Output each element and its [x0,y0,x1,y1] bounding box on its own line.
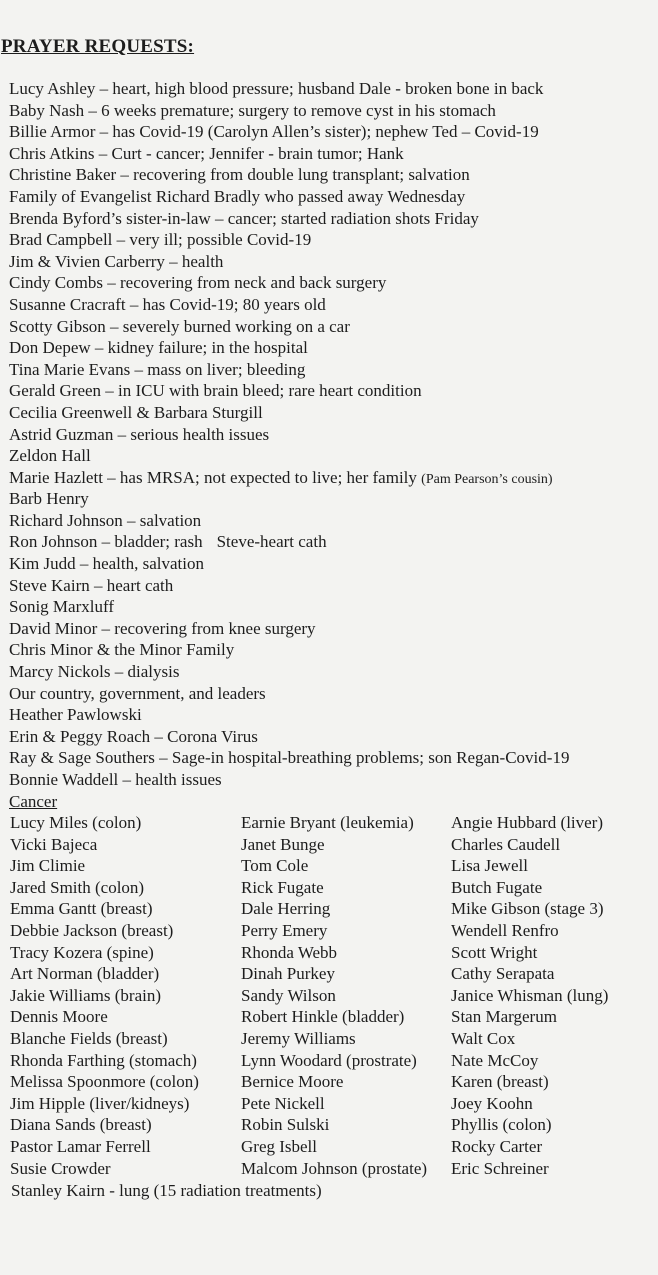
cancer-name: Rhonda Webb [241,942,338,962]
cancer-name: Dinah Purkey [241,964,335,984]
cancer-name: Diana Sands (breast) [10,1115,152,1135]
request-item [9,164,654,186]
cancer-name: Eric Schreiner [451,1158,549,1178]
cancer-name: Jim Climie [10,856,86,876]
cancer-name: Butch Fugate [451,877,543,897]
request-item [9,726,654,748]
request-item [9,661,654,683]
request-text: David Minor – recovering from knee surgery [9,618,316,638]
request-text: Brenda Byford’s sister-in-law – cancer; started radiation shots Friday [9,208,479,228]
cancer-name: Robin Sulski [241,1115,330,1135]
cancer-row [0,1093,658,1115]
request-item [9,402,654,424]
request-item [9,186,654,208]
request-item [9,294,654,316]
cancer-row [0,898,658,920]
request-text: Cecilia Greenwell & Barbara Sturgill [9,402,263,422]
request-text: Steve Kairn – heart cath [9,575,174,595]
request-text: Marie Hazlett – has MRSA; not expected to live; her family [9,467,417,487]
request-item [9,251,654,273]
request-text: Baby Nash – 6 weeks premature; surgery to remove cyst in his stomach [9,100,496,120]
cancer-name: Rocky Carter [451,1136,543,1156]
request-item [9,143,654,165]
request-text: Family of Evangelist Richard Bradly who passed away Wednesday [9,186,466,206]
cancer-name: Joey Koohn [451,1093,533,1113]
cancer-row [0,1028,658,1050]
request-text: Ron Johnson – bladder; rash [9,532,203,552]
cancer-row [0,920,658,942]
cancer-row [0,855,658,877]
request-item [9,316,654,338]
cancer-name-grid [0,812,658,1178]
cancer-name: Pastor Lamar Ferrell [10,1136,151,1156]
cancer-name: Nate McCoy [451,1050,539,1070]
request-item [9,488,654,510]
cancer-name: Angie Hubbard (liver) [451,813,604,832]
cancer-row [0,963,658,985]
cancer-name: Scott Wright [451,942,538,962]
cancer-row [0,1071,658,1093]
request-text: Zeldon Hall [9,446,91,466]
cancer-row [0,1006,658,1028]
cancer-row [0,812,658,834]
cancer-name: Cathy Serapata [451,964,555,984]
cancer-name: Stan Margerum [451,1007,557,1027]
cancer-row [0,1050,658,1072]
request-text: Chris Minor & the Minor Family [9,640,235,660]
cancer-row [0,1114,658,1136]
request-item [9,100,654,122]
request-text: Don Depew – kidney failure; in the hospital [9,338,308,358]
request-item [9,575,654,597]
request-text: Scotty Gibson – severely burned working on a car [9,316,350,336]
cancer-name: Perry Emery [241,920,328,940]
cancer-name: Wendell Renfro [451,920,559,940]
request-text: Kim Judd – health, salvation [9,554,205,574]
request-text: Astrid Guzman – serious health issues [9,424,270,444]
request-text: Gerald Green – in ICU with brain bleed; rare heart condition [9,381,422,401]
request-text: Richard Johnson – salvation [9,510,202,530]
cancer-name: Lynn Woodard (prostrate) [241,1050,417,1070]
cancer-row [0,985,658,1007]
cancer-row [0,834,658,856]
cancer-last-line: Stanley Kairn - lung (15 radiation treatments) [11,1181,322,1200]
request-item [9,467,654,489]
request-item [9,704,654,726]
request-text: Bonnie Waddell – health issues [9,770,222,789]
cancer-name: Dennis Moore [10,1007,108,1027]
cancer-name: Blanche Fields (breast) [10,1028,168,1048]
cancer-name: Pete Nickell [241,1093,325,1113]
cancer-name: Phyllis (colon) [451,1115,552,1135]
cancer-name: Jeremy Williams [241,1028,356,1048]
cancer-name: Janet Bunge [241,834,325,854]
request-text: Brad Campbell – very ill; possible Covid-19 [9,230,312,250]
cancer-name: Jakie Williams (brain) [10,985,162,1005]
request-text: Christine Baker – recovering from double lung transplant; salvation [9,165,470,185]
request-text: Chris Atkins – Curt - cancer; Jennifer - brain tumor; Hank [9,143,404,163]
request-item [9,229,654,251]
request-text: Sonig Marxluff [9,597,114,617]
cancer-name: Jim Hipple (liver/kidneys) [10,1093,190,1113]
cancer-name: Tracy Kozera (spine) [10,942,154,962]
cancer-name: Sandy Wilson [241,985,336,1005]
cancer-name: Charles Caudell [451,834,561,854]
request-extra: Steve-heart cath [216,532,327,552]
request-item [9,618,654,640]
request-item [9,769,654,791]
cancer-name: Emma Gantt (breast) [10,899,153,919]
request-item [9,553,654,575]
request-text: Erin & Peggy Roach – Corona Virus [9,726,258,746]
request-item [9,683,654,705]
cancer-name: Malcom Johnson (prostate) [241,1158,428,1178]
request-item [9,78,654,100]
cancer-name: Lisa Jewell [451,856,528,876]
cancer-name: Rhonda Farthing (stomach) [10,1050,197,1070]
cancer-name: Rick Fugate [241,877,324,897]
cancer-heading: Cancer [9,792,58,811]
request-text: Jim & Vivien Carberry – health [9,251,224,271]
cancer-name: Jared Smith (colon) [10,877,145,897]
request-item [9,337,654,359]
cancer-name: Susie Crowder [10,1158,111,1178]
request-text: Barb Henry [9,489,89,509]
cancer-name: Earnie Bryant (leukemia) [241,813,414,832]
request-text: Heather Pawlowski [9,705,142,725]
cancer-name: Mike Gibson (stage 3) [451,899,604,919]
cancer-row [0,1136,658,1158]
request-text: Cindy Combs – recovering from neck and back surgery [9,273,387,293]
cancer-name: Art Norman (bladder) [10,964,160,984]
request-item [9,272,654,294]
cancer-name: Bernice Moore [241,1072,344,1092]
request-text: Tina Marie Evans – mass on liver; bleeding [9,359,306,379]
request-text: Marcy Nickols – dialysis [9,662,180,682]
cancer-name: Melissa Spoonmore (colon) [10,1072,199,1092]
cancer-row [0,942,658,964]
cancer-name: Lucy Miles (colon) [10,813,142,832]
cancer-name: Debbie Jackson (breast) [10,920,174,940]
cancer-name: Greg Isbell [241,1136,318,1156]
request-item [9,208,654,230]
request-text: Lucy Ashley – heart, high blood pressure; husband Dale - broken bone in back [9,79,544,98]
request-item [9,424,654,446]
request-item [9,380,654,402]
request-item [9,121,654,143]
request-item [9,596,654,618]
cancer-name: Vicki Bajeca [10,834,98,854]
cancer-name: Robert Hinkle (bladder) [241,1007,405,1027]
request-note: (Pam Pearson’s cousin) [421,471,553,487]
request-item [9,747,654,769]
cancer-name: Tom Cole [241,856,309,876]
request-item [9,445,654,467]
cancer-row [0,877,658,899]
request-item [9,531,654,553]
request-text: Susanne Cracraft – has Covid-19; 80 years old [9,294,326,314]
request-text: Our country, government, and leaders [9,683,266,703]
request-item [9,510,654,532]
request-text: Billie Armor – has Covid-19 (Carolyn Allen’s sister); nephew Ted – Covid-19 [9,122,539,142]
cancer-name: Janice Whisman (lung) [451,985,609,1005]
request-item [9,359,654,381]
request-text: Ray & Sage Southers – Sage-in hospital-breathing problems; son Regan-Covid-19 [9,748,570,768]
cancer-name: Walt Cox [451,1028,516,1048]
cancer-name: Dale Herring [241,899,331,919]
prayer-request-list [9,78,654,791]
cancer-row [0,1158,658,1180]
page-title: PRAYER REQUESTS: [1,36,195,57]
cancer-name: Karen (breast) [451,1072,549,1092]
request-item [9,639,654,661]
